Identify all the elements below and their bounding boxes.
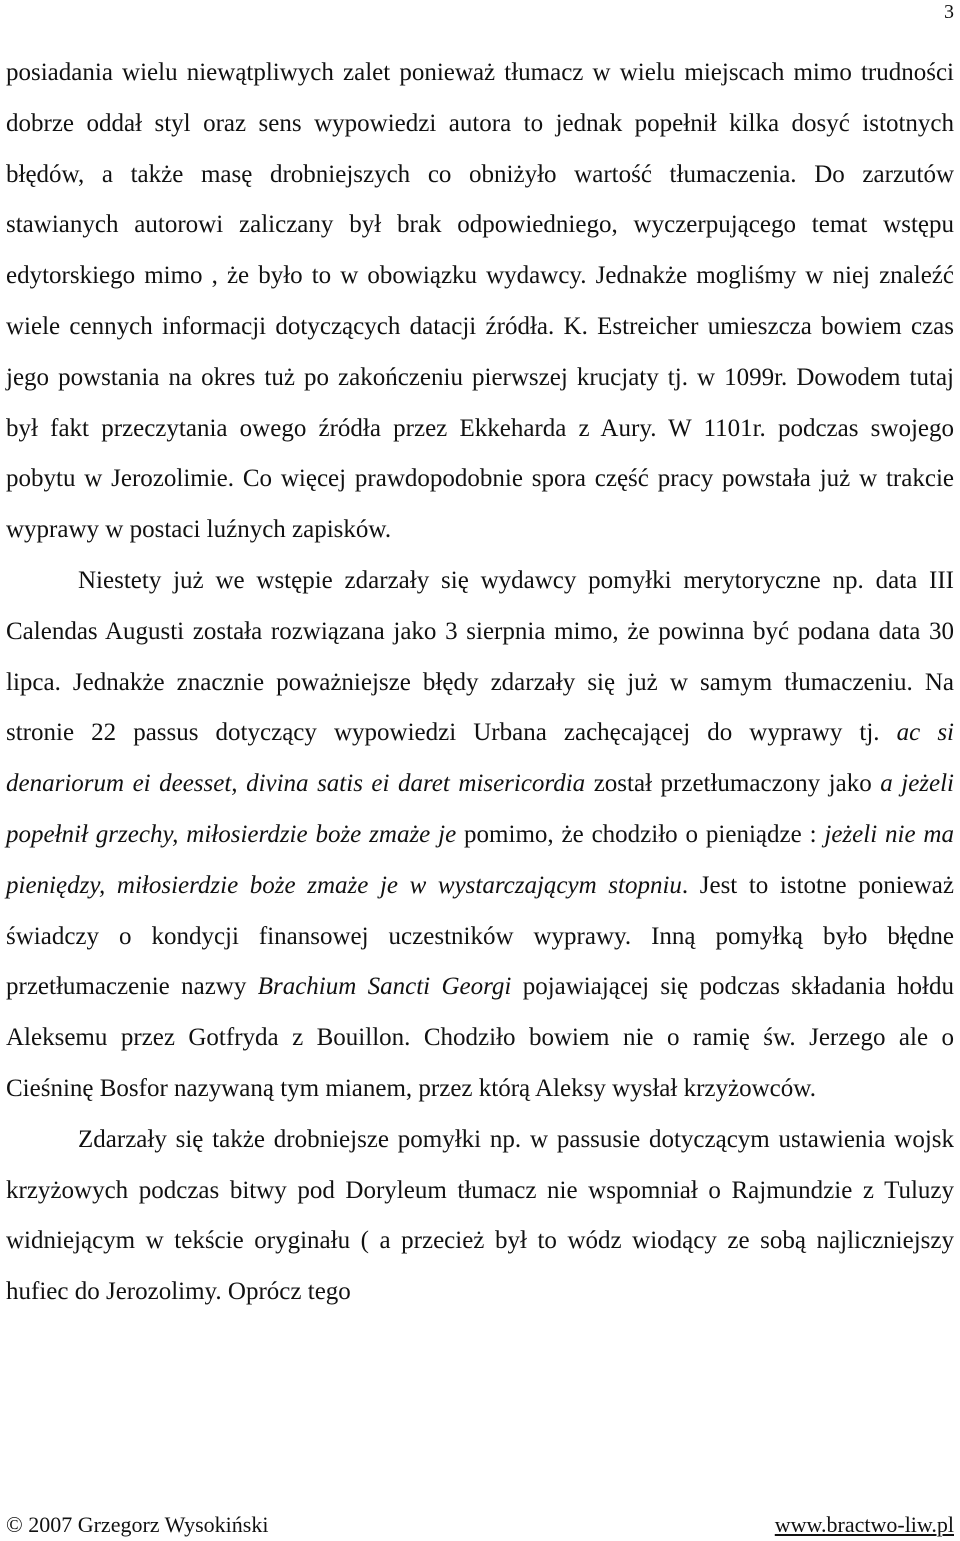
text-run: został przetłumaczony jako (585, 770, 881, 798)
text-run: . Jest to istotne ponieważ świadczy o kondycji finansowej uczestników wyprawy. Inną pomyłką było błędne przetłumaczenie nazwy (6, 871, 954, 1001)
footer-website-link[interactable]: www.bractwo-liw.pl (774, 1512, 954, 1537)
page-number: 3 (944, 1, 954, 23)
paragraph (6, 1115, 954, 1318)
text-run: pojawiającej się podczas składania hołdu Aleksemu przez Gotfryda z Bouillon. Chodziło bowiem nie o ramię św. Jerzego ale o Cieśninę Bosfor nazywaną tym mianem, przez którą Aleksy wysłał krzyżowców. (6, 973, 954, 1102)
paragraph (6, 556, 954, 1115)
italic-quote: a jeżeli popełnił grzechy, miłosierdzie boże zmaże je (6, 770, 955, 848)
italic-quote: jeżeli nie ma pieniędzy, miłosierdzie boże zmaże je w wystarczającym stopniu (6, 820, 954, 899)
page-footer (6, 1510, 954, 1540)
document-body (6, 48, 954, 1318)
italic-quote: Brachium Sancti Georgi (257, 973, 512, 1001)
text-run: pomimo, że chodziło o pieniądze : (456, 820, 825, 848)
italic-quote: ac si denariorum ei deesset, divina satis ei daret misericordia (6, 719, 954, 798)
text-run: Niestety już we wstępie zdarzały się wydawcy pomyłki merytoryczne np. data III Calendas Augusti została rozwiązana jako 3 sierpnia mimo, że powinna być podana data 30 lipca. Jednakże znacznie poważniejsze błędy zdarzały się już w samym tłumaczeniu. Na stronie 22 passus dotyczący wypowiedzi Urbana zachęcającej do wyprawy tj. (6, 566, 954, 747)
text-run: posiadania wielu niewątpliwych zalet ponieważ tłumacz w wielu miejscach mimo trudności dobrze oddał styl oraz sens wypowiedzi autora to jednak popełnił kilka dosyć istotnych błędów, a także masę drobniejszych co obniżyło wartość tłumaczenia. Do zarzutów stawianych autorowi zaliczany był brak odpowiedniego, wyczerpującego temat wstępu edytorskiego mimo , że było to w obowiązku wydawcy. Jednakże mogliśmy w niej znaleźć wiele cennych informacji dotyczących datacji źródła. K. Estreicher umieszcza bowiem czas jego powstania na okres tuż po zakończeniu pierwszej krucjaty tj. w 1099r. Dowodem tutaj był fakt przeczytania owego źródła przez Ekkeharda z Aury. W 1101r. podczas swojego pobytu w Jerozolimie. Co więcej prawdopodobnie spora część pracy powstała już w trakcie wyprawy w postaci luźnych zapisków. (6, 59, 954, 544)
text-run: Zdarzały się także drobniejsze pomyłki np. w passusie dotyczącym ustawienia wojsk krzyżowych podczas bitwy pod Doryleum tłumacz nie wspomniał o Rajmundzie z Tuluzy widniejącym w tekście oryginału ( a przecież był to wódz wiodący ze sobą najliczniejszy hufiec do Jerozolimy. Oprócz tego (6, 1125, 954, 1306)
footer-copyright: © 2007 Grzegorz Wysokiński (6, 1512, 269, 1537)
paragraph (6, 48, 954, 556)
